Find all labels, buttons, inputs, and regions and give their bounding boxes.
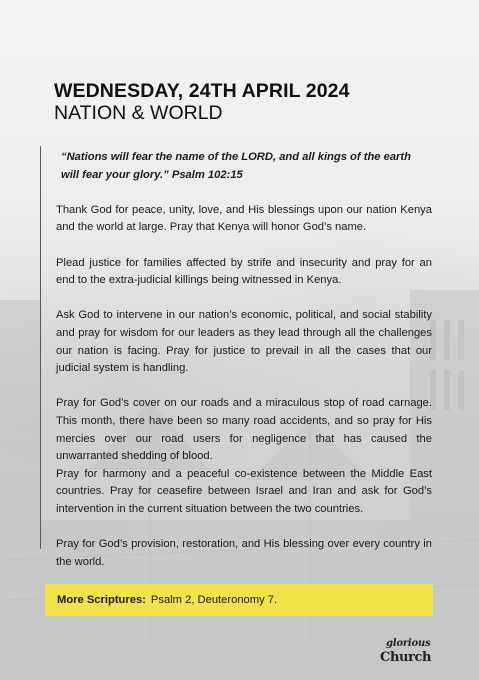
logo-line-2: Church <box>380 650 432 665</box>
more-scriptures-refs: Psalm 2, Deuteronomy 7. <box>150 594 278 606</box>
logo-line-1: glorious <box>386 638 431 649</box>
prayer-body <box>56 149 432 571</box>
prayer-paragraph-6: Pray for God’s provision, restoration, and His blessing over every country in the world. <box>56 538 432 568</box>
prayer-paragraph-1: Thank God for peace, unity, love, and His blessings upon our nation Kenya and the world at large. Pray that Kenya will honor God’s name. <box>56 203 432 234</box>
prayer-paragraph-4: Pray for God’s cover on our roads and a miraculous stop of road carnage. This month, there have been so many road accidents, and so pray for His mercies over our road users for negligence that has caused the unwarranted shedding of blood. <box>56 397 432 463</box>
prayer-paragraph-2: Plead justice for families affected by strife and insecurity and pray for an end to the extra-judicial killings being witnessed in Kenya. <box>56 256 432 287</box>
prayer-paragraph-5: Pray for harmony and a peaceful co-existence between the Middle East countries. Pray for ceasefire between Israel and Iran and ask for God’s intervention in the current situation between the two countries. <box>56 467 432 515</box>
glorious-church-logo <box>378 638 438 672</box>
prayer-paragraph-3: Ask God to intervene in our nation’s economic, political, and social stability and pray for wisdom for our leaders as they lead through all the challenges our nation is facing. Pray for justice to prevail in all the cases that our judicial system is handling. <box>56 309 432 375</box>
page-subtitle-topic: NATION & WORLD <box>54 102 223 124</box>
vertical-divider <box>40 146 41 549</box>
more-scriptures-label: More Scriptures: <box>57 594 146 606</box>
key-verse: “Nations will fear the name of the LORD, and all kings of the earth will fear your glory.” Psalm 102:15 <box>61 151 411 181</box>
more-scriptures-bar <box>45 584 433 616</box>
page-title-date: WEDNESDAY, 24TH APRIL 2024 <box>54 80 350 102</box>
